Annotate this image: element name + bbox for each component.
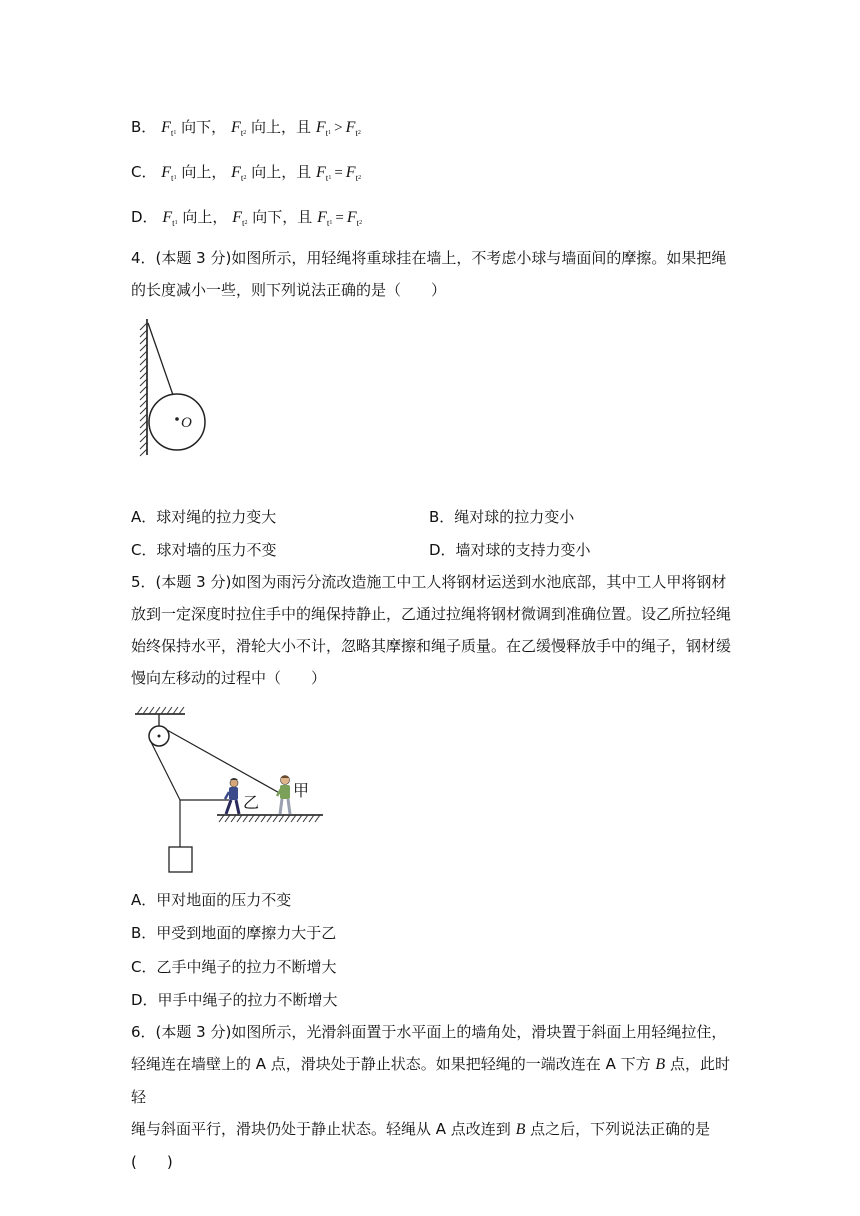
rope — [148, 323, 173, 395]
ceiling-hatching — [135, 707, 185, 714]
q3-option-d: D． $F_{t1}$ 向上， $F_{t2}$ 向下，且 $F_{t1} = F_{t2}$ — [131, 208, 363, 228]
q4-option-b: B．绳对球的拉力变小 — [429, 508, 575, 526]
force-f2: $F_{t2}$ — [345, 119, 361, 138]
force-f1: $F_{t1}$ — [161, 164, 177, 183]
ball-center-dot — [175, 417, 179, 421]
force-f2: $F_{t2}$ — [230, 119, 247, 138]
q4-option-a: A．球对绳的拉力变大 — [131, 508, 277, 526]
ground-hatching — [217, 815, 323, 822]
q6-stem: 6．(本题 3 分)如图所示，光滑斜面置于水平面上的墙角处，滑块置于斜面上用轻绳拉住， 轻绳连在墙壁上的 A 点，滑块处于静止状态。如果把轻绳的一端改连在 A 下方 B 点，此时轻 绳与斜面平行，滑块仍处于静止状态。轻绳从 A 点改连到 B 点之后，下列说法正确的是( ) — [131, 1023, 730, 1171]
force-f1: $F_{t1}$ — [317, 209, 333, 228]
q5-figure — [125, 702, 330, 877]
wall-hatching — [140, 319, 147, 456]
rope-to-jia — [167, 730, 283, 795]
force-f1: $F_{t1}$ — [162, 209, 178, 228]
q5-option-b: B．甲受到地面的摩擦力大于乙 — [131, 924, 337, 942]
relation-symbol: > — [334, 120, 343, 136]
point-b-label: B — [655, 1056, 666, 1073]
label-yi: 乙 — [243, 793, 260, 812]
q5-option-a: A．甲对地面的压力不变 — [131, 891, 292, 909]
steel-block — [169, 847, 192, 872]
label-jia: 甲 — [293, 781, 310, 800]
worker-jia-icon — [277, 776, 290, 815]
force-f2: $F_{t2}$ — [231, 164, 247, 183]
worker-yi-icon — [225, 778, 239, 814]
q5-option-c: C．乙手中绳子的拉力不断增大 — [131, 958, 337, 976]
q3-option-b: B． $F_{t1}$ 向下， $F_{t2}$ 向上，且 $F_{t1} > F_{t2}$ — [131, 118, 361, 138]
relation-symbol: = — [335, 210, 344, 226]
q5-stem: 5．(本题 3 分)如图为雨污分流改造施工中工人将钢材运送到水池底部，其中工人甲将钢材 放到一定深度时拉住手中的绳保持静止，乙通过拉绳将钢材微调到准确位置。设乙所拉轻绳 始终保持水平，滑轮大小不计，忽略其摩擦和绳子质量。在乙缓慢释放手中的绳子，钢材缓 慢向左移动的过程中（ ） — [131, 573, 732, 687]
q4-option-d: D．墙对球的支持力变小 — [429, 541, 591, 559]
force-f1: $F_{t1}$ — [161, 119, 177, 138]
q4-stem: 4．(本题 3 分)如图所示，用轻绳将重球挂在墙上，不考虑小球与墙面间的摩擦。如果把绳 的长度减小一些，则下列说法正确的是（ ） — [131, 249, 727, 299]
center-label: O — [181, 415, 192, 431]
force-f2: $F_{t2}$ — [346, 209, 363, 228]
q4-option-c: C．球对墙的压力不变 — [131, 541, 277, 559]
relation-symbol: = — [334, 165, 343, 181]
force-f1: $F_{t1}$ — [315, 119, 332, 138]
force-f2: $F_{t2}$ — [232, 209, 248, 228]
force-f2: $F_{t2}$ — [345, 164, 362, 183]
force-f1: $F_{t1}$ — [316, 164, 332, 183]
q5-option-d: D．甲手中绳子的拉力不断增大 — [131, 991, 338, 1009]
q4-figure — [135, 315, 215, 460]
ball — [149, 394, 205, 450]
rope-left — [150, 740, 180, 800]
point-b-label: B — [515, 1121, 526, 1138]
q3-option-c: C． $F_{t1}$ 向上， $F_{t2}$ 向上，且 $F_{t1} = F_{t2}$ — [131, 163, 362, 183]
